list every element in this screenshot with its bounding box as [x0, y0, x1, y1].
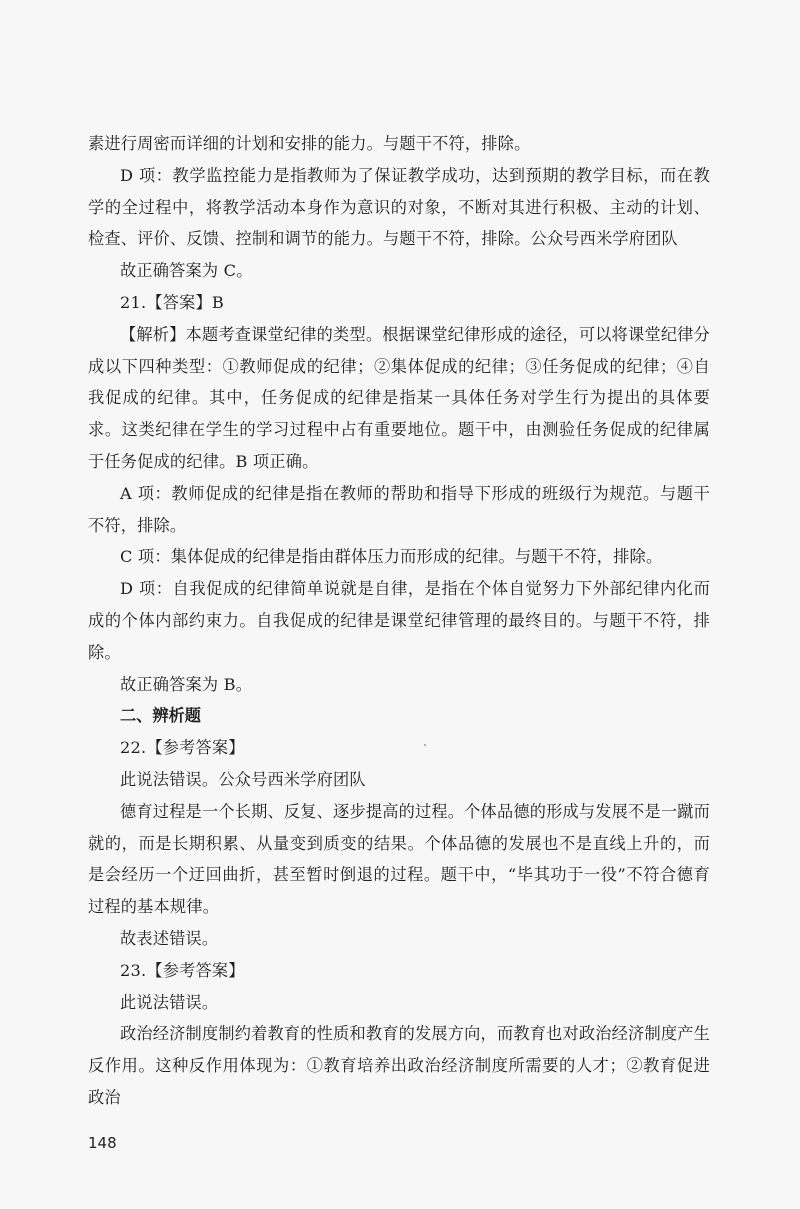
section-heading: 二、辨析题 — [120, 706, 201, 726]
paragraph-option-a: A 项：教师促成的纪律是指在教师的帮助和指导下形成的班级行为规范。与题干不符，排除。 — [88, 483, 710, 535]
answer-label-22: 22.【参考答案】 — [120, 738, 245, 758]
page-body — [88, 128, 710, 1114]
paragraph-verdict-23: 此说法错误。 — [120, 992, 219, 1012]
paragraph-continuation: 素进行周密而详细的计划和安排的能力。与题干不符，排除。 — [88, 134, 531, 153]
paragraph-explanation-23: 政治经济制度制约着教育的性质和教育的发展方向，而教育也对政治经济制度产生反作用。这种反作用体现为：①教育培养出政治经济制度所需要的人才；②教育促进政治 — [88, 1024, 710, 1107]
answer-label-21-text: 21.【答案】B — [120, 292, 224, 312]
paragraph-answer-c: 故正确答案为 C。 — [120, 261, 253, 281]
paragraph-conclusion-22: 故表述错误。 — [120, 928, 219, 948]
page-number: 148 — [88, 1134, 117, 1152]
paragraph-answer-b: 故正确答案为 B。 — [120, 674, 253, 694]
paragraph-explanation-22: 德育过程是一个长期、反复、逐步提高的过程。个体品德的形成与发展不是一蹴而就的，而是长期积累、从量变到质变的结果。个体品德的发展也不是直线上升的，而是会经历一个迂回曲折，甚至暂时倒退的过程。题干中，“毕其功于一役”不符合德育过程的基本规律。 — [88, 801, 710, 917]
answer-label-21 — [88, 287, 710, 319]
paragraph-option-c: C 项：集体促成的纪律是指由群体压力而形成的纪律。与题干不符，排除。 — [120, 547, 663, 567]
paragraph-option-d: D 项：教学监控能力是指教师为了保证教学成功，达到预期的教学目标，而在教学的全过程中，将教学活动本身作为意识的对象，不断对其进行积极、主动的计划、检查、评价、反馈、控制和调节的能力。与题干不符，排除。公众号西米学府团队 — [88, 165, 710, 249]
paragraph-option-d-21: D 项：自我促成的纪律简单说就是自律，是指在个体自觉努力下外部纪律内化而成的个体内部约束力。自我促成的纪律是课堂纪律管理的最终目的。与题干不符，排除。 — [88, 579, 710, 662]
paragraph-verdict-22: 此说法错误。公众号西米学府团队 — [120, 769, 366, 789]
answer-label-23: 23.【参考答案】 — [120, 960, 245, 980]
paragraph-analysis-21: 【解析】本题考查课堂纪律的类型。根据课堂纪律形成的途径，可以将课堂纪律分成以下四种类型：①教师促成的纪律；②集体促成的纪律；③任务促成的纪律；④自我促成的纪律。其中，任务促成的纪律是指某一具体任务对学生行为提出的具体要求。这类纪律在学生的学习过程中占有重要地位。题干中，由测验任务促成的纪律属于任务促成的纪律。B 项正确。 — [88, 324, 710, 471]
scan-speck — [424, 744, 426, 746]
